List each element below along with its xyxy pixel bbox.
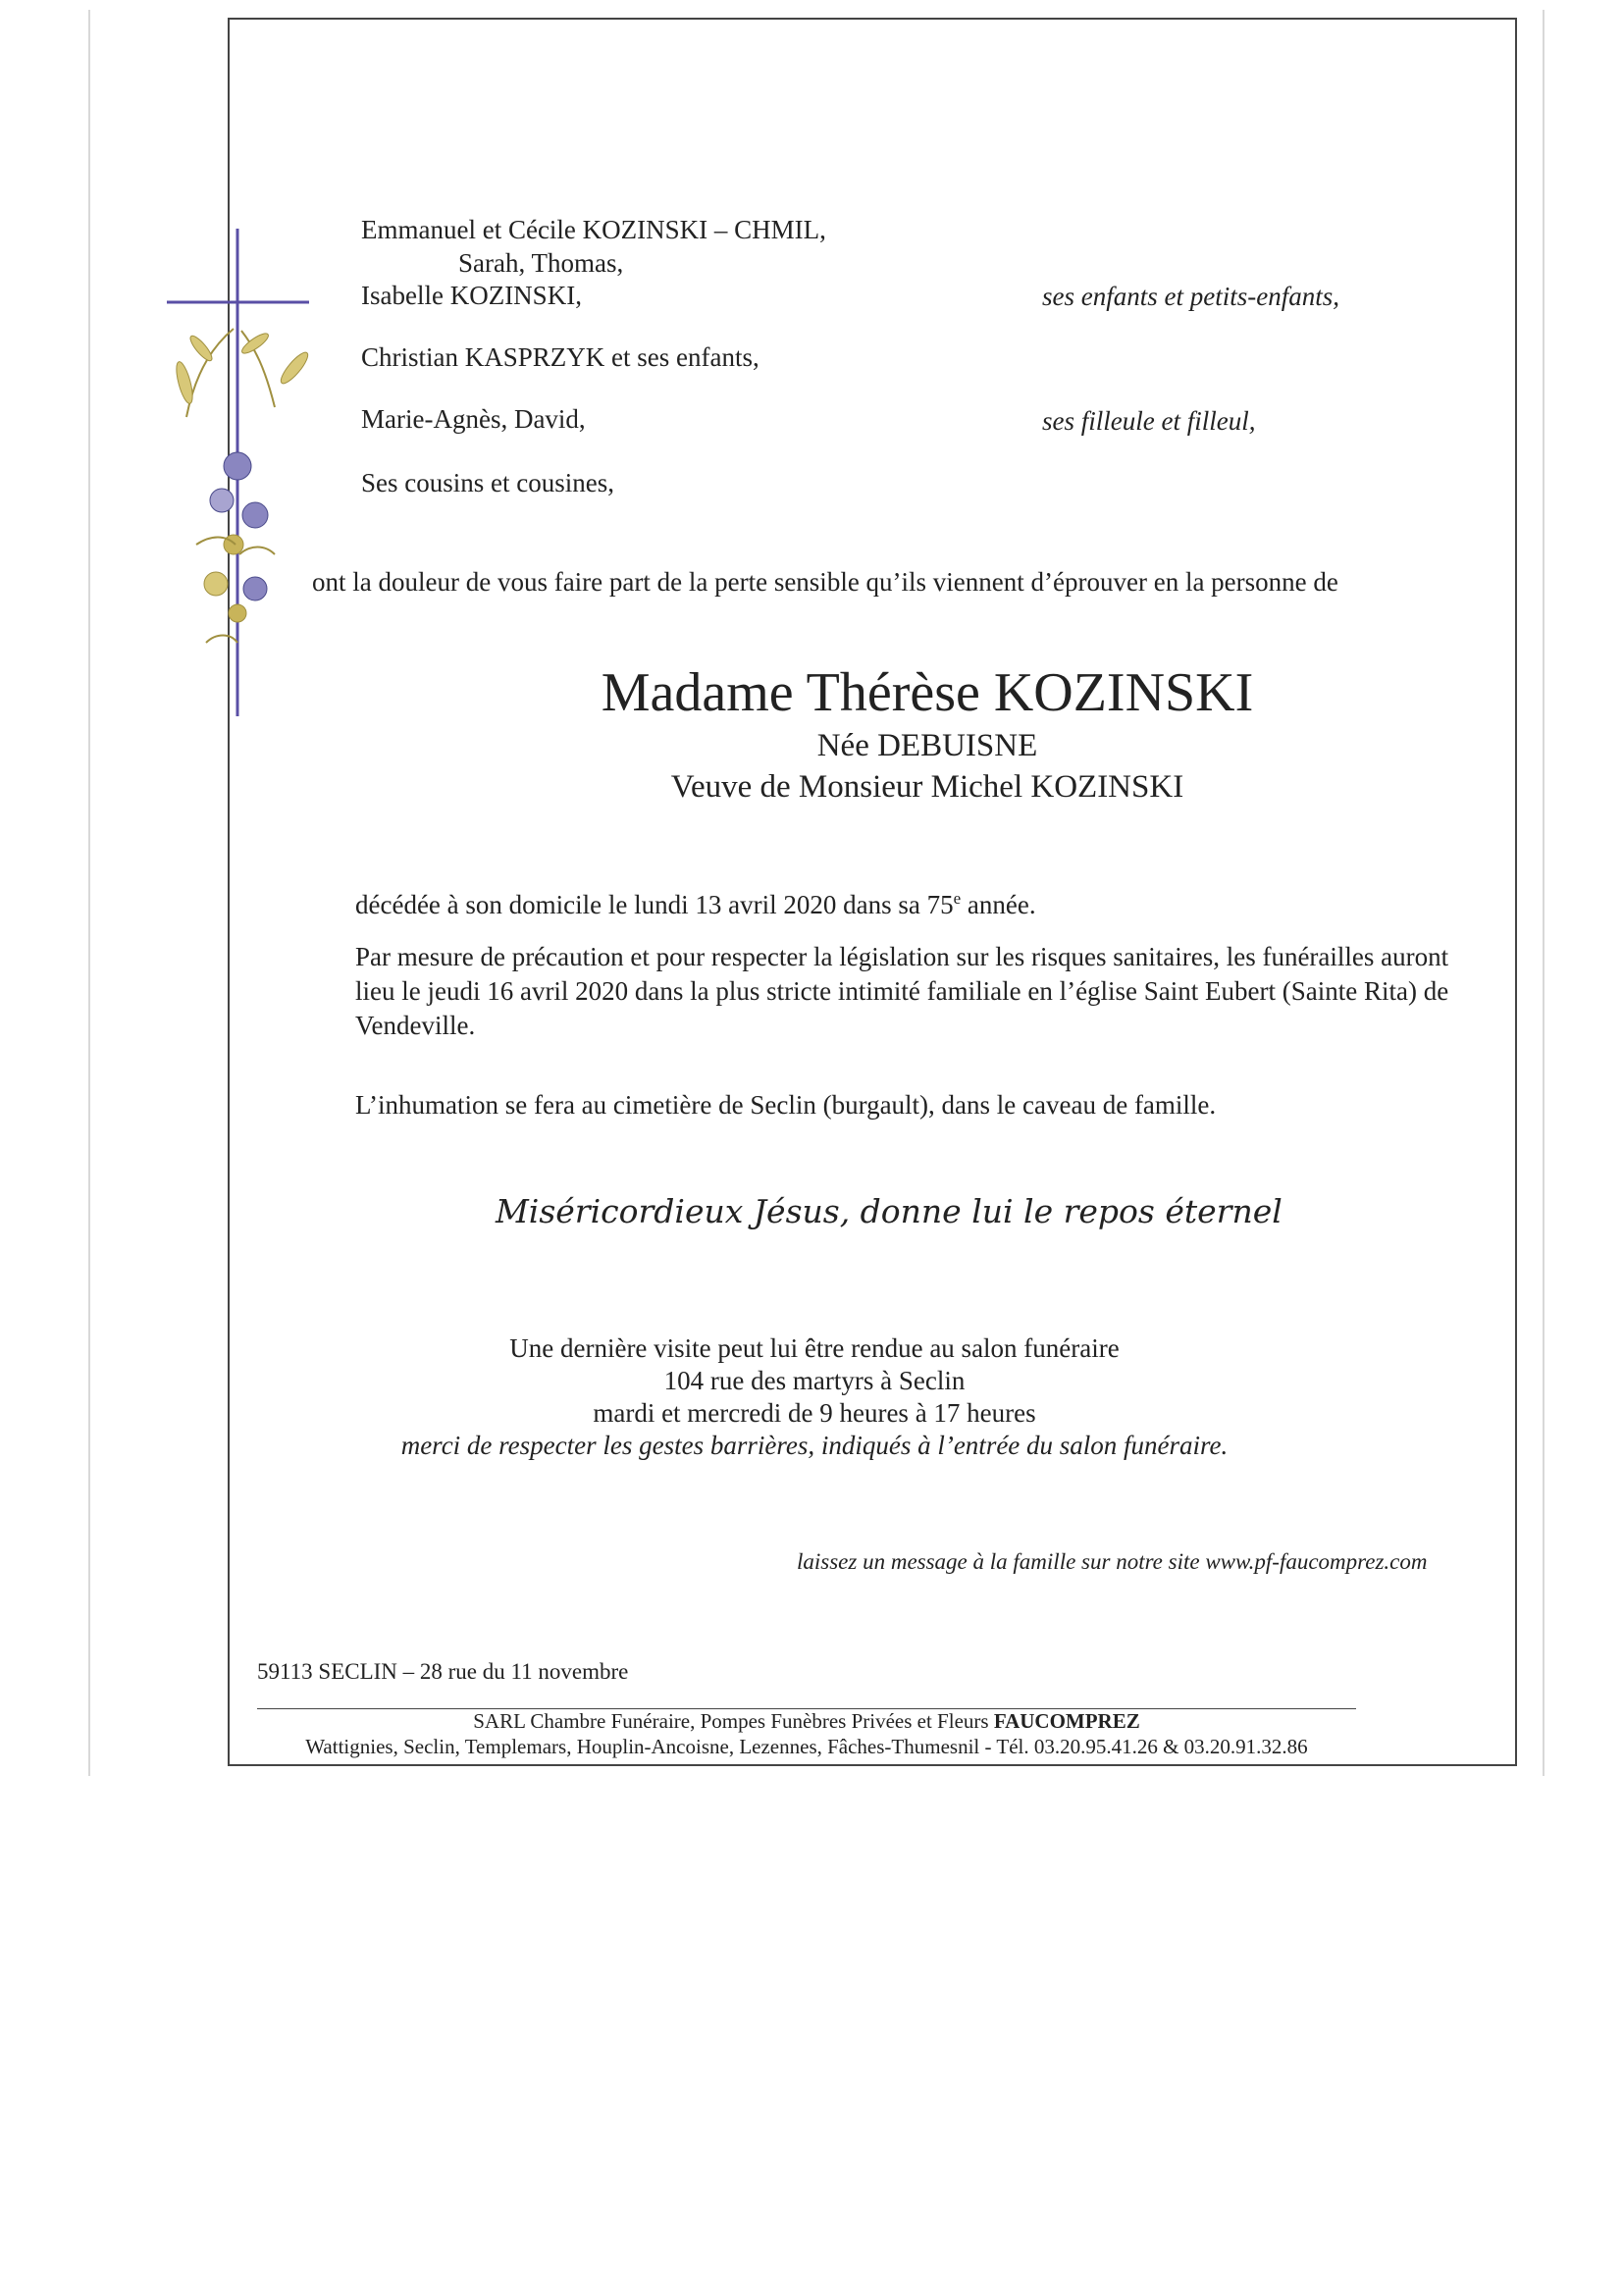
godchildren-role: ses filleule et filleul, [1042,406,1256,436]
widow-of: Veuve de Monsieur Michel KOZINSKI [670,769,1184,805]
maiden-name: Née DEBUISNE [816,728,1038,763]
visit-line-2: 104 rue des martyrs à Seclin [663,1366,966,1395]
children-role: ses enfants et petits-enfants, [1042,282,1339,311]
children-line-3: Isabelle KOZINSKI, [361,281,582,310]
children-line-1: Emmanuel et Cécile KOZINSKI – CHMIL, [361,215,826,244]
deceased-name: Madame Thérèse KOZINSKI [601,662,1254,723]
scan-edge-left [88,10,90,1776]
scan-edge-right [1543,10,1544,1776]
death-line [355,883,1036,920]
burial-line: L’inhumation se fera au cimetière de Seclin (burgault), dans le caveau de famille. [355,1090,1217,1120]
company-name: FAUCOMPREZ [993,1709,1140,1733]
relative-line: Christian KASPRZYK et ses enfants, [361,342,759,372]
cross-wheat-ornament-icon [157,221,314,721]
godchildren-line: Marie-Agnès, David, [361,404,586,434]
footer-locations: Wattignies, Seclin, Templemars, Houplin-Ancoisne, Lezennes, Fâches-Thumesnil - Tél. 03.20.95.41.26 & 03.20.91.32.86 [305,1735,1308,1758]
company-prefix: SARL Chambre Funéraire, Pompes Funèbres Privées et Fleurs [473,1709,994,1733]
footer-address: 59113 SECLIN – 28 rue du 11 novembre [257,1659,629,1684]
website-note: laissez un message à la famille sur notre site www.pf-faucomprez.com [797,1549,1428,1574]
footer-company [257,1709,1356,1734]
visit-line-1: Une dernière visite peut lui être rendue au salon funéraire [509,1333,1120,1363]
death-sup: e [953,889,962,908]
death-text: décédée à son domicile le lundi 13 avril 2020 dans sa 75 [355,890,954,919]
visit-block [314,1332,1315,1462]
deceased-block [314,661,1541,807]
cousins-line: Ses cousins et cousines, [361,468,614,497]
visit-line-4: merci de respecter les gestes barrières, indiqués à l’entrée du salon funéraire. [400,1431,1229,1460]
visit-line-3: mardi et mercredi de 9 heures à 17 heures [593,1398,1036,1428]
children-line-2: Sarah, Thomas, [458,248,624,278]
death-end: année. [961,890,1036,919]
funeral-paragraph: Par mesure de précaution et pour respecter la législation sur les risques sanitaires, les funérailles auront lieu le jeudi 16 avril 2020 dans la plus stricte intimité familiale en l’église Saint Eubert (Sainte Rita) de Vendeville. [355,942,1449,1040]
announcement-line: ont la douleur de vous faire part de la perte sensible qu’ils viennent d’éprouver en la personne de [312,567,1338,597]
prayer-line: Miséricordieux Jésus, donne lui le repos éternel [496,1192,1283,1230]
